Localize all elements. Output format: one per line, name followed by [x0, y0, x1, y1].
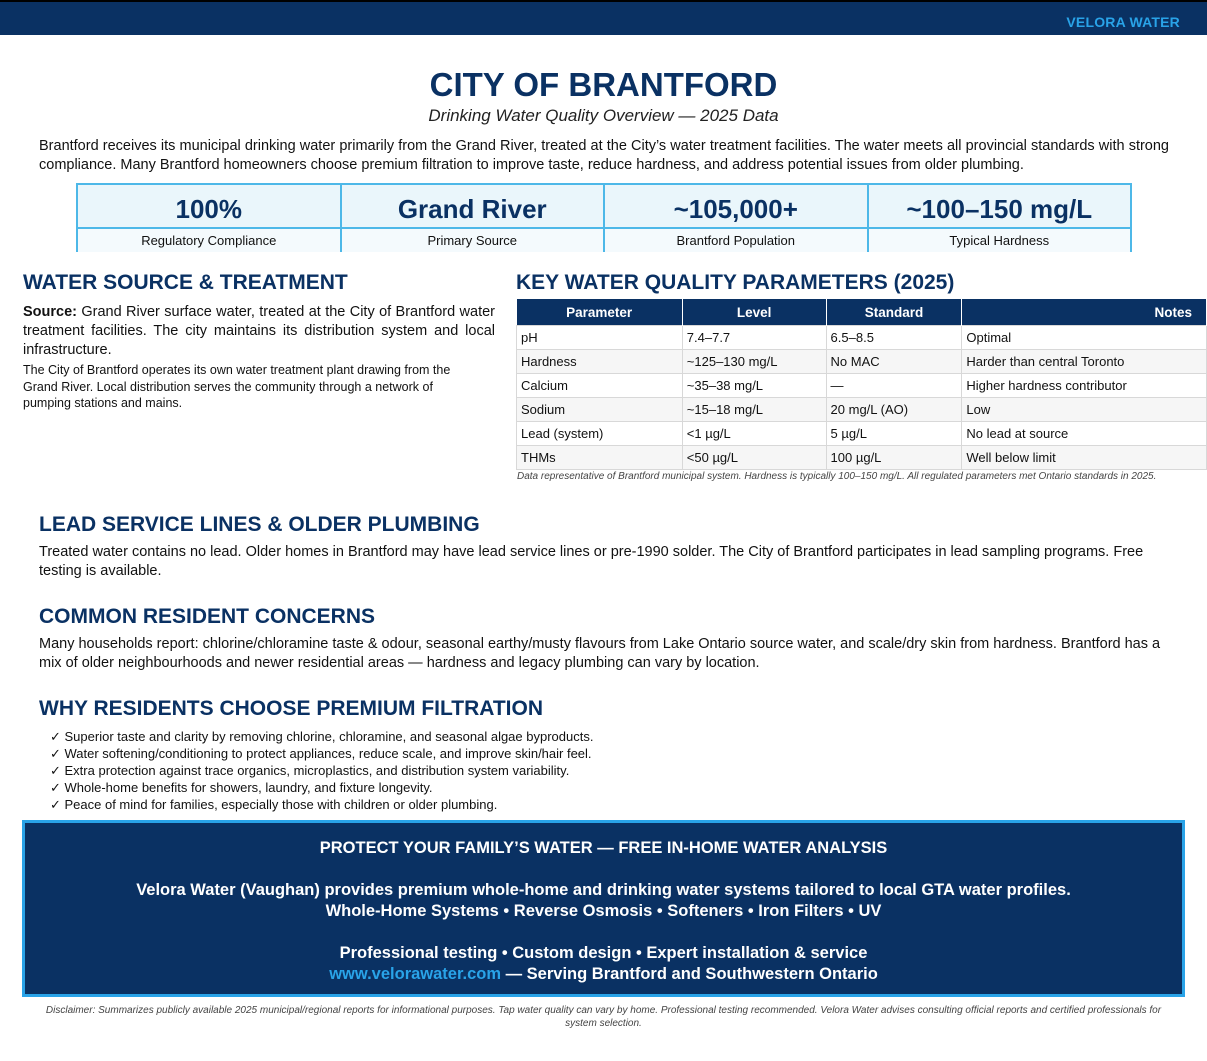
- stat-label: Brantford Population: [605, 229, 867, 252]
- table-cell: Harder than central Toronto: [962, 350, 1207, 374]
- stat-hardness: [869, 185, 1131, 250]
- table-cell: pH: [517, 326, 683, 350]
- stat-population: [605, 185, 869, 250]
- table-cell: Optimal: [962, 326, 1207, 350]
- table-cell: Lead (system): [517, 422, 683, 446]
- table-cell: Higher hardness contributor: [962, 374, 1207, 398]
- table-cell: THMs: [517, 446, 683, 470]
- list-item: ✓ Whole-home benefits for showers, laundry, and fixture longevity.: [50, 780, 433, 795]
- table-cell: Low: [962, 398, 1207, 422]
- brand-name: VELORA WATER: [1066, 14, 1180, 30]
- concerns-paragraph: Many households report: chlorine/chloramine taste & odour, seasonal earthy/musty flavours from Lake Ontario source water, and scale/dry skin from hardness. Brantford has a mix of older neighbourhoods and newer residential areas — hardness and legacy plumbing can vary by location.: [39, 636, 1161, 671]
- lead-heading: LEAD SERVICE LINES & OLDER PLUMBING: [39, 513, 480, 536]
- table-cell: ~15–18 mg/L: [682, 398, 826, 422]
- table-row: [517, 326, 1207, 350]
- source-detail: The City of Brantford operates its own water treatment plant drawing from the Grand River. Local distribution serves the community through a network of pumping stations and mains.: [23, 363, 451, 410]
- lead-paragraph: Treated water contains no lead. Older homes in Brantford may have lead service lines or pre-1990 solder. The City of Brantford participates in lead sampling programs. Free testing is available.: [39, 544, 1144, 579]
- table-cell: Calcium: [517, 374, 683, 398]
- list-item: ✓ Extra protection against trace organics, microplastics, and distribution system variability.: [50, 763, 570, 778]
- column-header: Parameter: [517, 299, 683, 326]
- table-cell: 100 µg/L: [826, 446, 962, 470]
- stat-value: ~100–150 mg/L: [869, 185, 1131, 229]
- table-cell: <1 µg/L: [682, 422, 826, 446]
- table-cell: 20 mg/L (AO): [826, 398, 962, 422]
- website-link[interactable]: www.velorawater.com: [329, 965, 501, 983]
- column-header: Standard: [826, 299, 962, 326]
- table-cell: 6.5–8.5: [826, 326, 962, 350]
- table-cell: 5 µg/L: [826, 422, 962, 446]
- table-cell: ~35–38 mg/L: [682, 374, 826, 398]
- list-item: ✓ Water softening/conditioning to protect appliances, reduce scale, and improve skin/hair feel.: [50, 746, 592, 761]
- source-heading: WATER SOURCE & TREATMENT: [23, 271, 348, 294]
- intro-paragraph: Brantford receives its municipal drinking water primarily from the Grand River, treated at the City’s water treatment facilities. The water meets all provincial standards with strong compliance. Many Brantford homeowners choose premium filtration to improve taste, reduce hardness, and address potential issues from older plumbing.: [39, 138, 1169, 173]
- benefits-list: [50, 728, 593, 813]
- parameters-heading: KEY WATER QUALITY PARAMETERS (2025): [516, 271, 955, 294]
- table-cell: ~125–130 mg/L: [682, 350, 826, 374]
- list-item: ✓ Superior taste and clarity by removing chlorine, chloramine, and seasonal algae byproducts.: [50, 729, 594, 744]
- stat-label: Regulatory Compliance: [78, 229, 340, 252]
- table-header-row: [517, 299, 1207, 326]
- disclaimer: Disclaimer: Summarizes publicly available 2025 municipal/regional reports for informational purposes. Tap water quality can vary by home. Professional testing recommended. Velora Water advises consulting official reports and certified professionals for system selection.: [45, 1005, 1162, 1029]
- table-cell: No MAC: [826, 350, 962, 374]
- cta-banner: [22, 820, 1185, 997]
- column-header: Level: [682, 299, 826, 326]
- source-text: Grand River surface water, treated at the City of Brantford water treatment facilities. The city maintains its distribution system and local infrastructure.: [23, 304, 495, 358]
- stat-source: [342, 185, 606, 250]
- table-row: [517, 398, 1207, 422]
- cta-description: Velora Water (Vaughan) provides premium whole-home and drinking water systems tailored to local GTA water profiles.: [136, 881, 1071, 899]
- stat-label: Primary Source: [342, 229, 604, 252]
- source-paragraph: [23, 303, 495, 360]
- cta-services: Whole-Home Systems • Reverse Osmosis • Softeners • Iron Filters • UV: [325, 902, 882, 920]
- table-cell: Sodium: [517, 398, 683, 422]
- table-row: [517, 374, 1207, 398]
- cta-service-area: — Serving Brantford and Southwestern Ontario: [501, 965, 878, 983]
- column-header: Notes: [962, 299, 1207, 326]
- cta-contact: [25, 965, 1182, 984]
- stats-panel: [76, 183, 1132, 252]
- parameters-table: [516, 299, 1207, 470]
- stat-compliance: [78, 185, 342, 250]
- table-cell: <50 µg/L: [682, 446, 826, 470]
- page-subtitle: Drinking Water Quality Overview — 2025 Data: [428, 106, 779, 125]
- source-lead: Source:: [23, 304, 77, 320]
- table-cell: —: [826, 374, 962, 398]
- why-heading: WHY RESIDENTS CHOOSE PREMIUM FILTRATION: [39, 697, 544, 720]
- stat-value: 100%: [78, 185, 340, 229]
- table-row: [517, 446, 1207, 470]
- table-cell: Hardness: [517, 350, 683, 374]
- stat-value: Grand River: [342, 185, 604, 229]
- concerns-heading: COMMON RESIDENT CONCERNS: [39, 605, 376, 628]
- table-cell: No lead at source: [962, 422, 1207, 446]
- table-cell: 7.4–7.7: [682, 326, 826, 350]
- cta-benefits: Professional testing • Custom design • Expert installation & service: [339, 944, 868, 962]
- table-row: [517, 422, 1207, 446]
- cta-headline: PROTECT YOUR FAMILY’S WATER — FREE IN-HOME WATER ANALYSIS: [319, 839, 888, 857]
- table-cell: Well below limit: [962, 446, 1207, 470]
- stat-label: Typical Hardness: [869, 229, 1131, 252]
- table-row: [517, 350, 1207, 374]
- top-banner: [0, 0, 1207, 35]
- page-title: CITY OF BRANTFORD: [429, 66, 778, 103]
- list-item: ✓ Peace of mind for families, especially those with children or older plumbing.: [50, 797, 498, 812]
- stat-value: ~105,000+: [605, 185, 867, 229]
- table-footnote: Data representative of Brantford municipal system. Hardness is typically 100–150 mg/L. All regulated parameters met Ontario standards in 2025.: [517, 471, 1157, 482]
